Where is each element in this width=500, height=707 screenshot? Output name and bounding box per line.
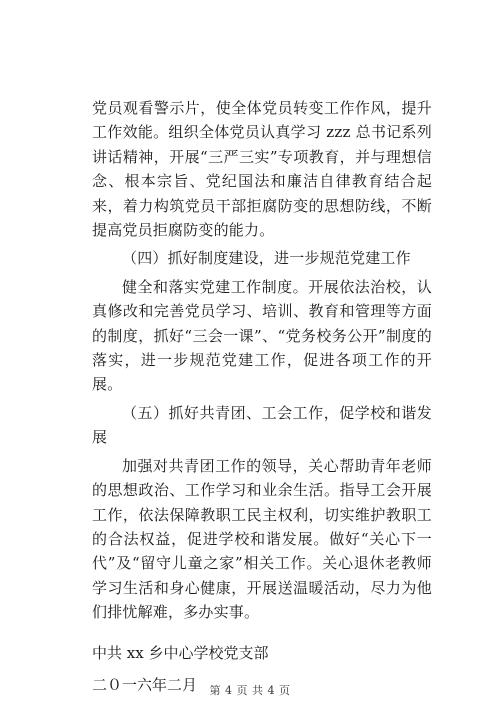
signature-organization: 中共 xx 乡中心学校党支部 — [92, 643, 269, 662]
section-heading-league-union: （五）抓好共青团、工会工作，促学校和谐发展 — [92, 403, 432, 447]
section-heading-system-building: （四）抓好制度建设，进一步规范党建工作 — [122, 249, 411, 268]
paragraph-league-union: 加强对共青团工作的领导，关心帮助青年老师的思想政治、工作学习和业余生活。指导工会开展工作，依法保障教职工民主权利，切实维护教职工的合法权益，促进学校和谐发展。做好“关心下一代”及“留守儿童之家”相关工作。关心退休老教师学习生活和身心健康，开展送温暖活动，尽力为他们排忧解难，多办实事。 — [92, 456, 432, 622]
page-number-footer: 第 4 页 共 4 页 — [209, 684, 291, 697]
signature-date: 二０一六年二月 — [92, 675, 198, 694]
paragraph-system-building: 健全和落实党建工作制度。开展依法治校，认真修改和完善党员学习、培训、教育和管理等方面的制度，抓好“三会一课”、“党务校务公开”制度的落实，进一步规范党建工作，促进各项工作的开展。 — [92, 277, 432, 394]
document-body — [92, 96, 432, 697]
paragraph-warning-education: 党员观看警示片，使全体党员转变工作作风，提升工作效能。组织全体党员认真学习 zzz 总书记系列讲话精神，开展“三严三实”专项教育，并与理想信念、根本宗旨、党纪国法和廉洁自律教育结合起来，着力构筑党员干部拒腐防变的思想防线，不断提高党员拒腐防变的能力。 — [92, 99, 432, 240]
